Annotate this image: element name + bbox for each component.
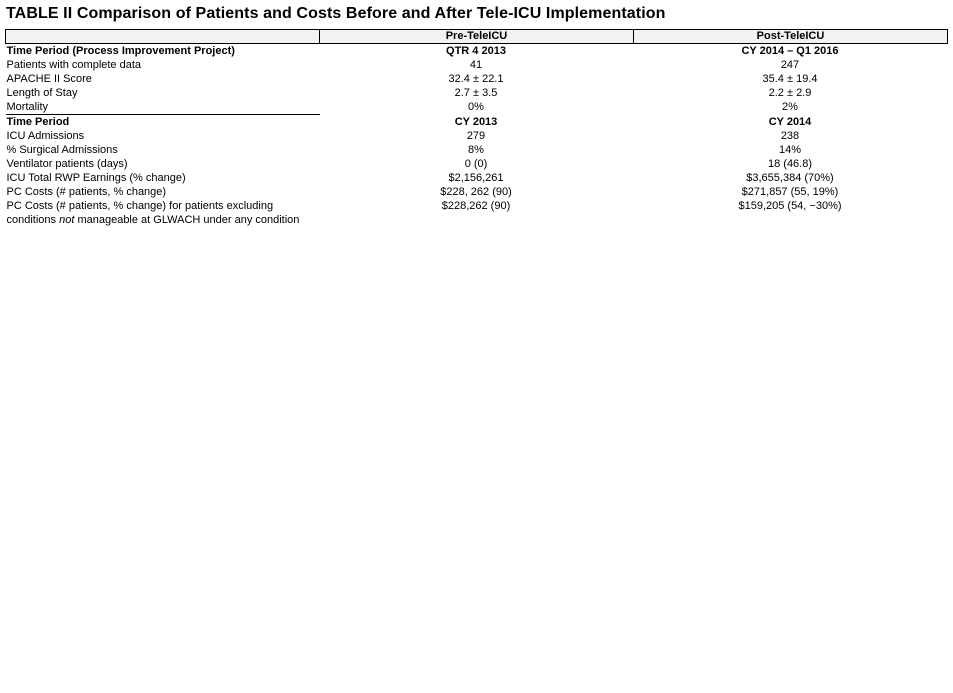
pre-value: $228, 262 (90) <box>440 186 512 198</box>
table-row <box>6 143 948 157</box>
post-value: $271,857 (55, 19%) <box>741 186 839 198</box>
label-part: manageable at GLWACH under any condition <box>74 214 300 226</box>
pre-value: 32.4 ± 22.1 <box>448 73 504 85</box>
table-row <box>6 72 948 86</box>
row-label: Time Period <box>6 115 320 130</box>
table-row <box>6 58 948 72</box>
pre-value: CY 2013 <box>454 115 498 128</box>
table-row <box>6 100 948 115</box>
post-value: 18 (46.8) <box>767 158 813 170</box>
header-pre-teleicu: Pre-TeleICU <box>320 30 634 44</box>
table-row <box>6 115 948 130</box>
row-label: Time Period (Process Improvement Project) <box>6 44 320 59</box>
post-value: 35.4 ± 19.4 <box>762 73 818 85</box>
row-label: Patients with complete data <box>6 59 142 71</box>
pre-value: 279 <box>466 130 486 142</box>
pre-value: $228,262 (90) <box>441 200 511 212</box>
table-row <box>6 199 948 227</box>
post-value: CY 2014 – Q1 2016 <box>741 45 839 57</box>
comparison-table <box>5 29 948 227</box>
pre-value: $2,156,261 <box>448 172 504 184</box>
row-label: APACHE II Score <box>6 73 92 85</box>
table-row <box>6 129 948 143</box>
post-value: 2% <box>782 101 798 113</box>
header-post-teleicu: Post-TeleICU <box>634 30 948 44</box>
pre-value: 2.7 ± 3.5 <box>454 87 498 99</box>
pre-value: 0% <box>468 101 484 113</box>
post-value: $3,655,384 (70%) <box>746 172 834 184</box>
pre-value: 8% <box>468 144 484 156</box>
pre-value: QTR 4 2013 <box>446 45 506 57</box>
table-row <box>6 171 948 185</box>
table-title: TABLE II Comparison of Patients and Costs Before and After Tele-ICU Implementation <box>6 5 666 22</box>
label-emphasis: not <box>59 214 75 226</box>
table-header-row <box>6 30 948 44</box>
row-label: PC Costs (# patients, % change) <box>6 186 167 198</box>
pre-value: 0 (0) <box>464 158 488 170</box>
header-blank <box>6 30 320 44</box>
row-label: ICU Total RWP Earnings (% change) <box>6 172 186 184</box>
row-label <box>6 199 320 227</box>
pre-value: 41 <box>469 59 483 71</box>
label-part: PC Costs (# patients, % change) for patients excluding conditions <box>6 200 274 226</box>
post-value: 247 <box>780 59 800 71</box>
table-row <box>6 157 948 171</box>
table-row <box>6 44 948 59</box>
post-value: CY 2014 <box>768 115 812 128</box>
row-label: % Surgical Admissions <box>6 144 118 156</box>
row-label: Ventilator patients (days) <box>6 158 128 170</box>
row-label: Length of Stay <box>6 87 78 99</box>
post-value: $159,205 (54, −30%) <box>738 200 842 212</box>
row-label: Mortality <box>6 101 49 113</box>
post-value: 2.2 ± 2.9 <box>768 87 812 99</box>
post-value: 14% <box>778 144 802 156</box>
table-row <box>6 185 948 199</box>
row-label: ICU Admissions <box>6 130 85 142</box>
table-row <box>6 86 948 100</box>
post-value: 238 <box>780 130 800 142</box>
row-label-text <box>7 199 302 227</box>
